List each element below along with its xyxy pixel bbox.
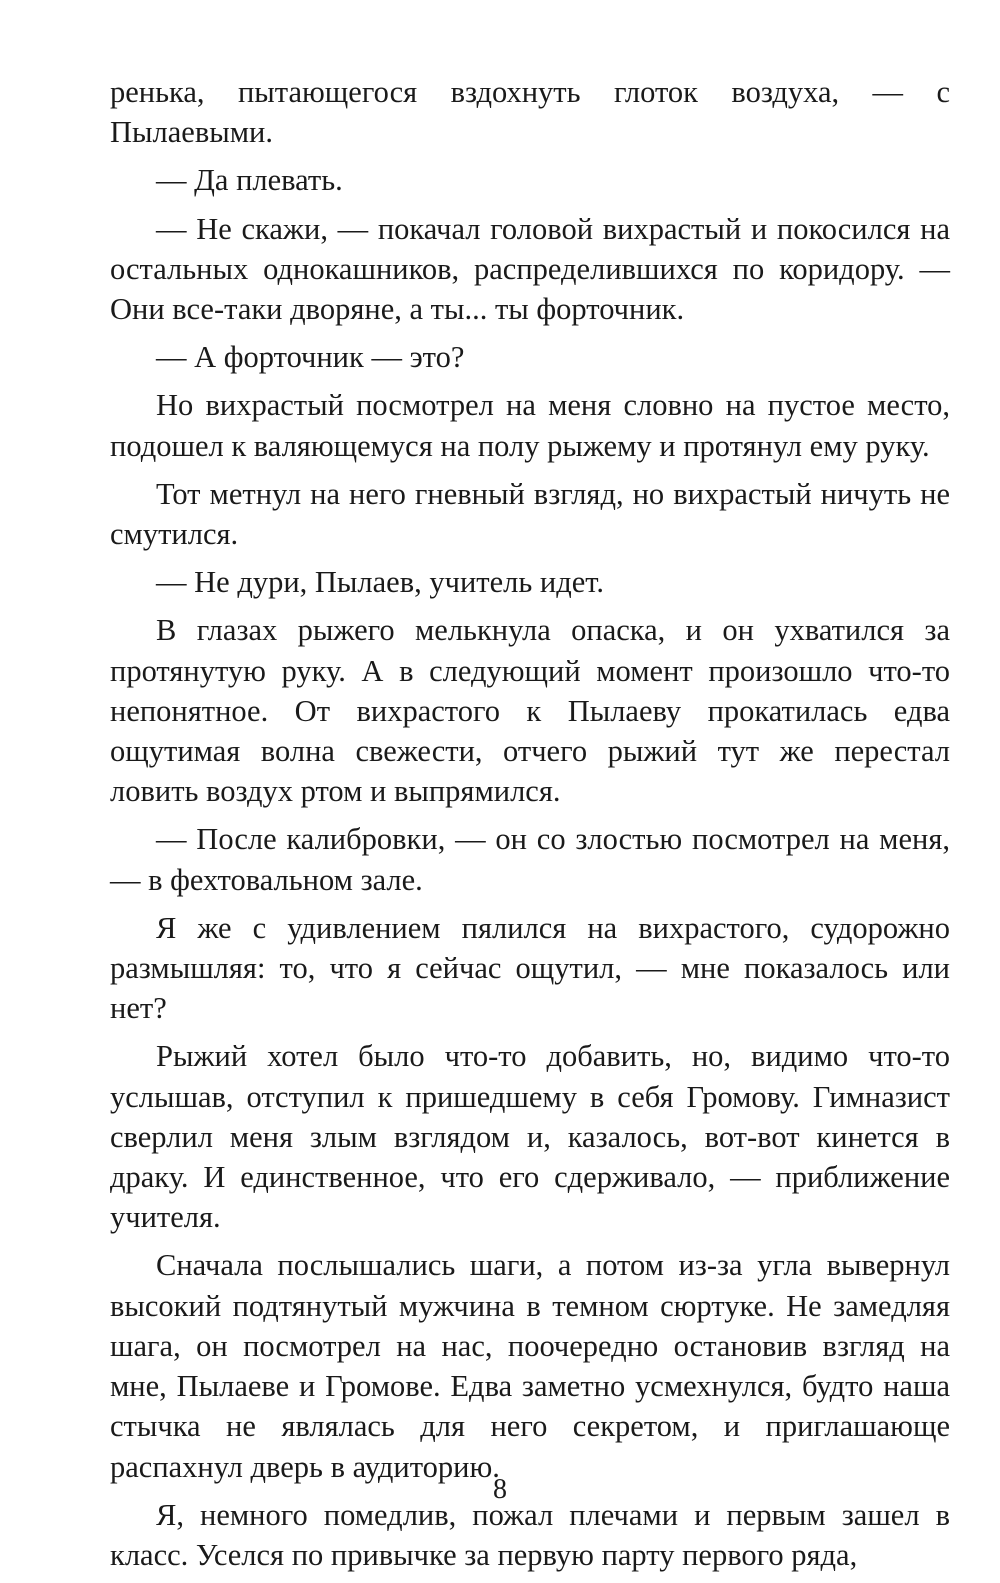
paragraph-8: В глазах рыжего мелькнула опаска, и он ухватился за протянутую руку. А в следующий момент произошло что-то непонятное. От вихрастого к Пылаеву прокатилась едва ощутимая волна свежести, отчего рыжий тут же перестал ловить воздух ртом и выпрямился. (110, 613, 950, 809)
page-number: 8 (493, 1474, 507, 1505)
paragraph-7: — Не дури, Пылаев, учитель идет. (156, 565, 604, 600)
paragraph-5: Но вихрастый посмотрел на меня словно на пустое место, подошел к валяющемуся на полу рыжему и протянул ему руку. (110, 388, 950, 463)
paragraph-2: — Да плевать. (156, 163, 343, 198)
paragraph-4: — А форточник — это? (156, 340, 465, 375)
paragraph-13: Я, немного помедлив, пожал плечами и первым зашел в класс. Уселся по привычке за первую парту первого ряда, (110, 1497, 950, 1572)
paragraph-6: Тот метнул на него гневный взгляд, но вихрастый ничуть не смутился. (110, 476, 950, 552)
paragraph-12: Сначала послышались шаги, а потом из-за угла вывернул высокий подтянутый мужчина в темном сюртуке. Не замедляя шага, он посмотрел на нас, поочередно остановив взгляд на мне, Пылаеве и Громове. Едва заметно усмехнулся, будто наша стычка не являлась для него секретом, и приглашающе распахнул дверь в аудиторию. (110, 1248, 950, 1484)
paragraph-11: Рыжий хотел было что-то добавить, но, видимо что-то услышав, отступил к пришедшему в себя Громову. Гимназист сверлил меня злым взглядом и, казалось, вот-вот кинется в драку. И единственное, что его сдерживало, — приближение учителя. (110, 1039, 950, 1235)
paragraph-3: — Не скажи, — покачал головой вихрастый и покосился на остальных однокашников, распределившихся по коридору. — Они все-таки дворяне, а ты... ты форточник. (110, 211, 950, 327)
body-text (110, 72, 950, 1583)
paragraph-1: ренька, пытающегося вздохнуть глоток воздуха, — с Пылаевыми. (110, 75, 950, 150)
paragraph-9: — После калибровки, — он со злостью посмотрел на меня, — в фехтовальном зале. (110, 822, 950, 897)
paragraph-10: Я же с удивлением пялился на вихрастого, судорожно размышляя: то, что я сейчас ощутил, — мне показалось или нет? (110, 910, 950, 1026)
